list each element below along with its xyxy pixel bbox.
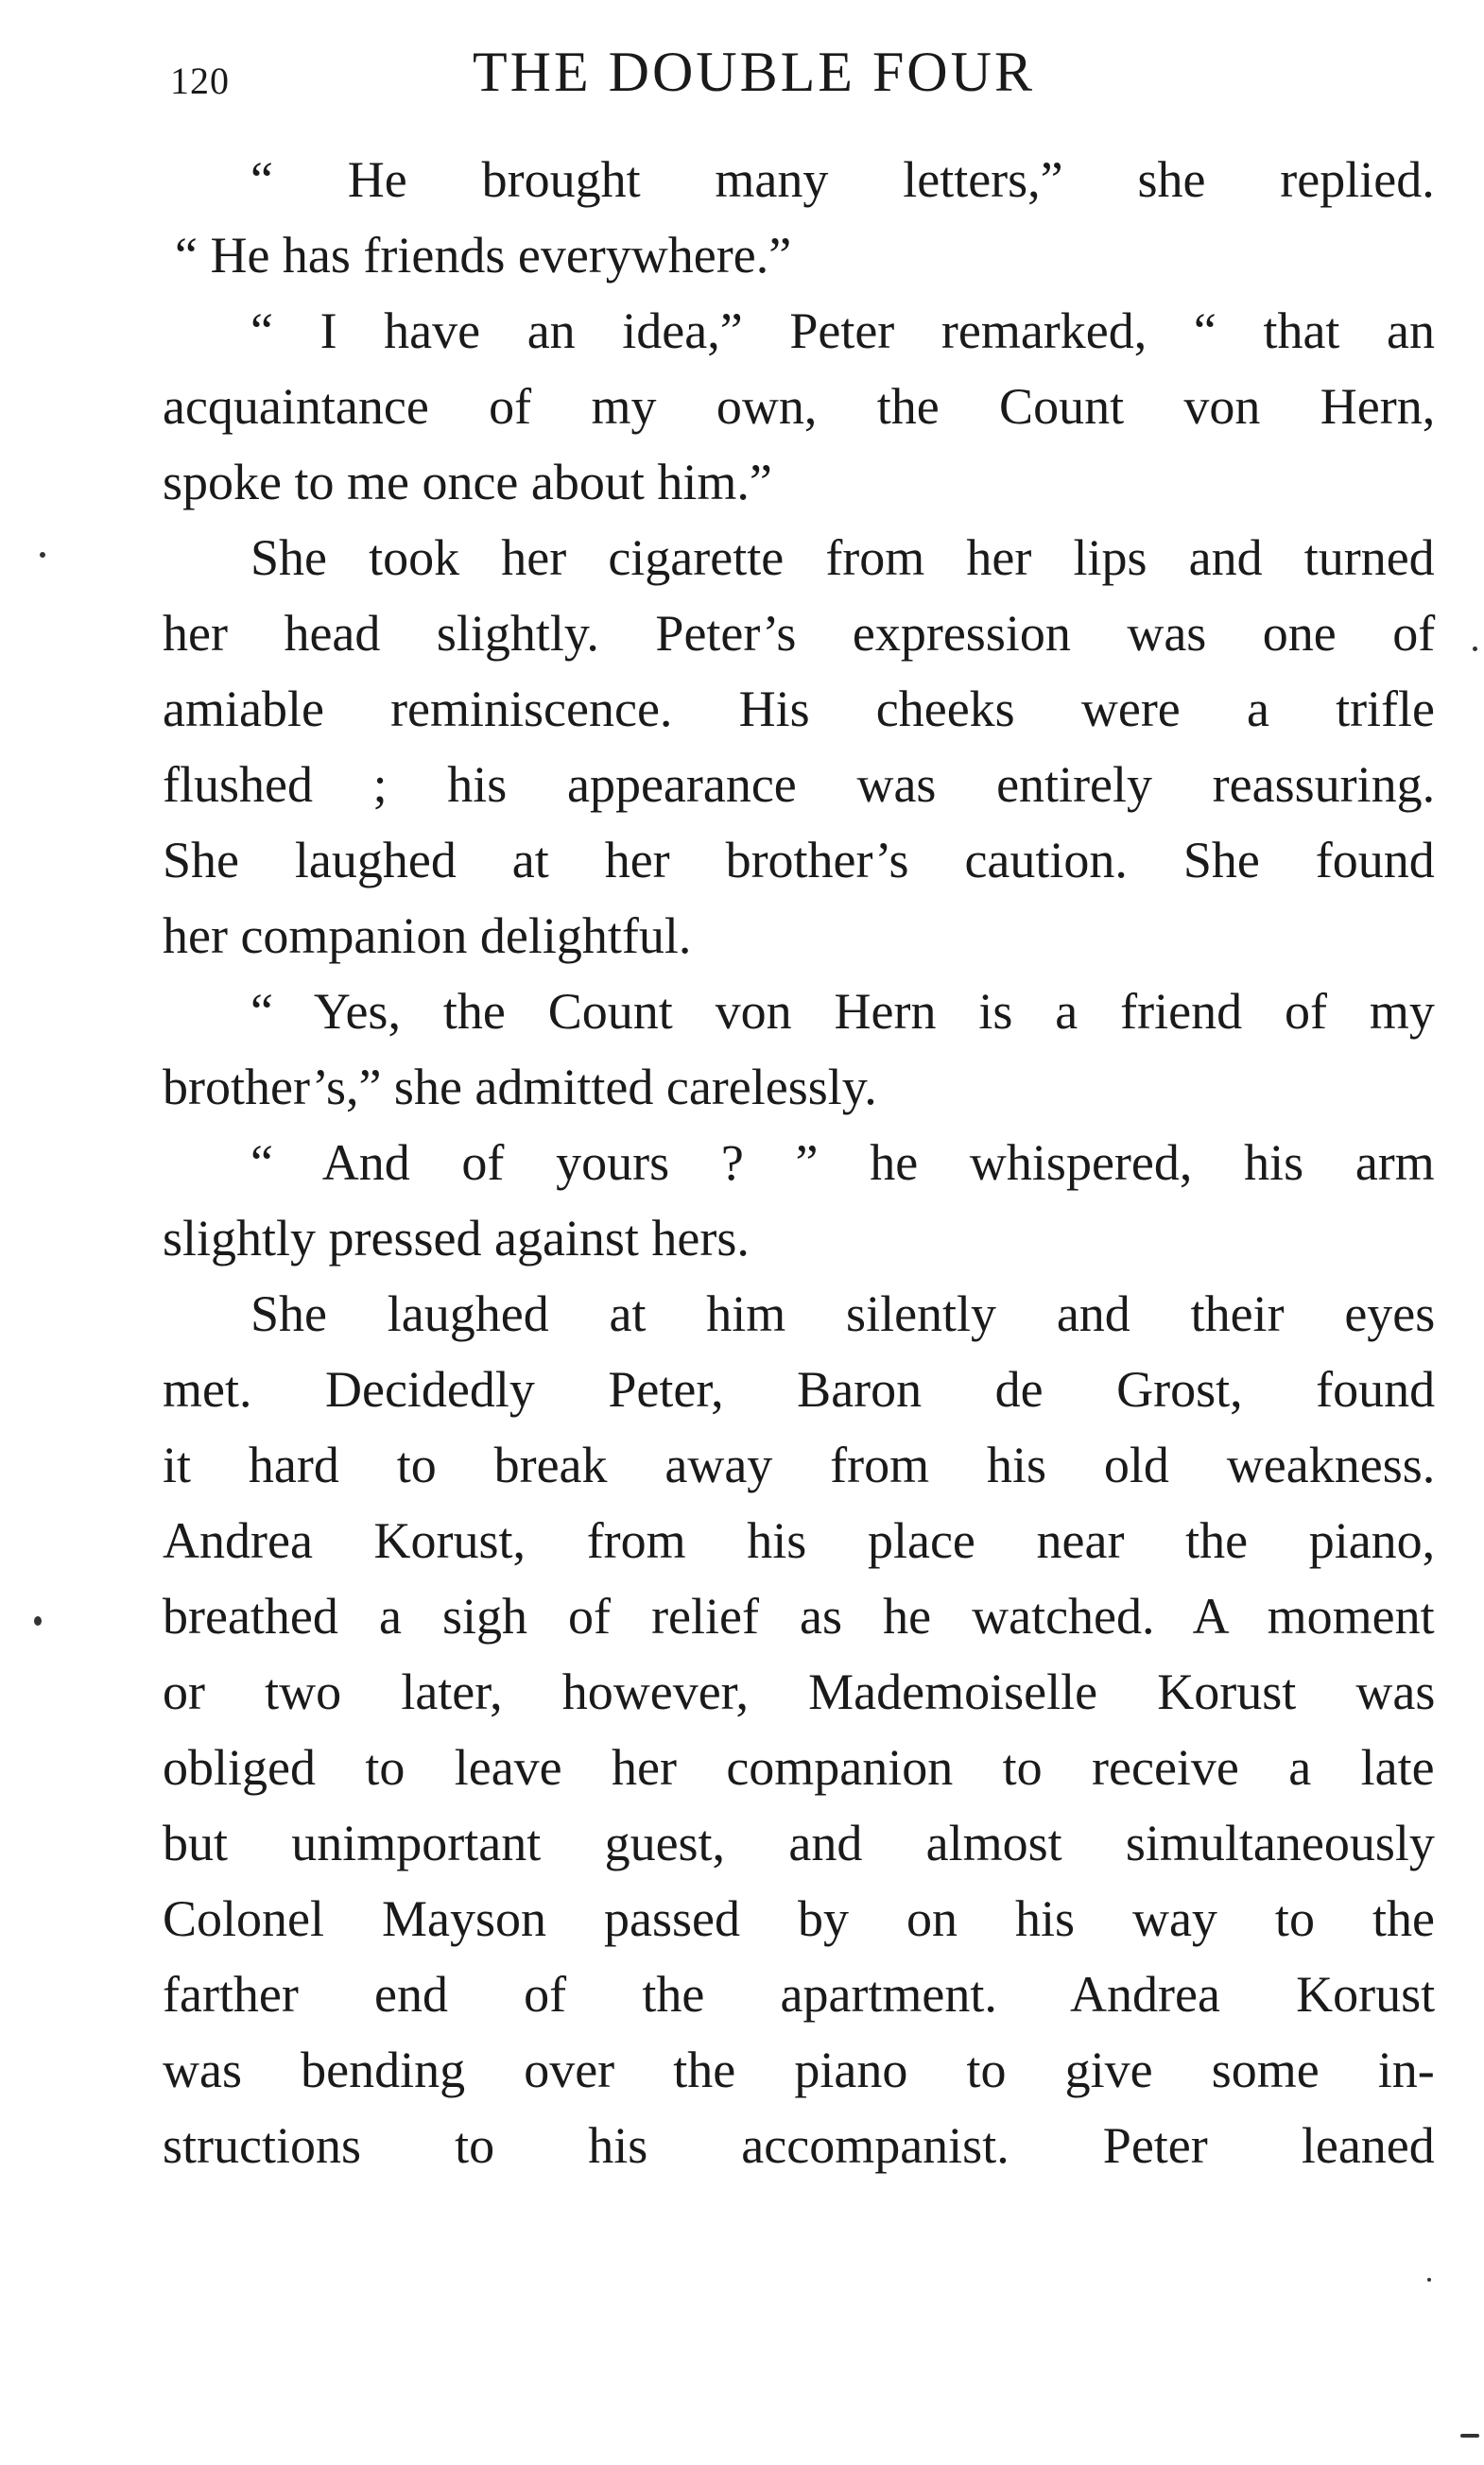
text-line: “ And of yours ? ” he whispered, his arm bbox=[250, 1134, 1435, 1191]
book-title: THE DOUBLE FOUR bbox=[473, 41, 1035, 103]
running-head bbox=[161, 40, 1432, 115]
text-line: brother’s,” she admitted carelessly. bbox=[163, 1059, 877, 1115]
page-number: 120 bbox=[170, 60, 230, 102]
ink-speck bbox=[34, 1616, 42, 1626]
ink-speck bbox=[1473, 646, 1477, 651]
text-line: acquaintance of my own, the Count von Hern, bbox=[163, 378, 1436, 435]
text-line: flushed ; his appearance was entirely reassuring. bbox=[163, 756, 1436, 813]
text-line: “ He has friends everywhere.” bbox=[175, 227, 792, 284]
ink-speck bbox=[1460, 2434, 1479, 2438]
text-line: spoke to me once about him.” bbox=[163, 454, 772, 510]
text-line: “ I have an idea,” Peter remarked, “ that an bbox=[250, 302, 1435, 359]
text-line: breathed a sigh of relief as he watched. A moment bbox=[163, 1588, 1435, 1645]
text-line: was bending over the piano to give some in- bbox=[163, 2042, 1435, 2098]
text-line: her companion delightful. bbox=[163, 907, 692, 964]
text-line: or two later, however, Mademoiselle Korust was bbox=[163, 1663, 1436, 1720]
text-line: “ He brought many letters,” she replied. bbox=[250, 151, 1435, 208]
text-line: farther end of the apartment. Andrea Korust bbox=[163, 1966, 1436, 2023]
text-line: met. Decidedly Peter, Baron de Grost, found bbox=[163, 1361, 1436, 1418]
text-line: slightly pressed against hers. bbox=[163, 1210, 750, 1267]
ink-speck bbox=[40, 552, 45, 558]
text-line: amiable reminiscence. His cheeks were a trifle bbox=[163, 681, 1436, 737]
text-line: She took her cigarette from her lips and turned bbox=[250, 529, 1435, 586]
ink-speck bbox=[1427, 2278, 1431, 2282]
text-line: “ Yes, the Count von Hern is a friend of my bbox=[250, 983, 1435, 1040]
text-line: it hard to break away from his old weakness. bbox=[163, 1437, 1436, 1493]
text-line: She laughed at her brother’s caution. She found bbox=[163, 832, 1435, 888]
text-line: Colonel Mayson passed by on his way to the bbox=[163, 1890, 1435, 1947]
text-line: obliged to leave her companion to receive a late bbox=[163, 1739, 1435, 1796]
text-line: her head slightly. Peter’s expression was one of bbox=[163, 605, 1436, 662]
text-line: structions to his accompanist. Peter leaned bbox=[163, 2117, 1435, 2174]
text-line: but unimportant guest, and almost simultaneously bbox=[163, 1815, 1435, 1871]
text-line: She laughed at him silently and their eyes bbox=[250, 1285, 1436, 1342]
text-line: Andrea Korust, from his place near the piano, bbox=[163, 1512, 1436, 1569]
